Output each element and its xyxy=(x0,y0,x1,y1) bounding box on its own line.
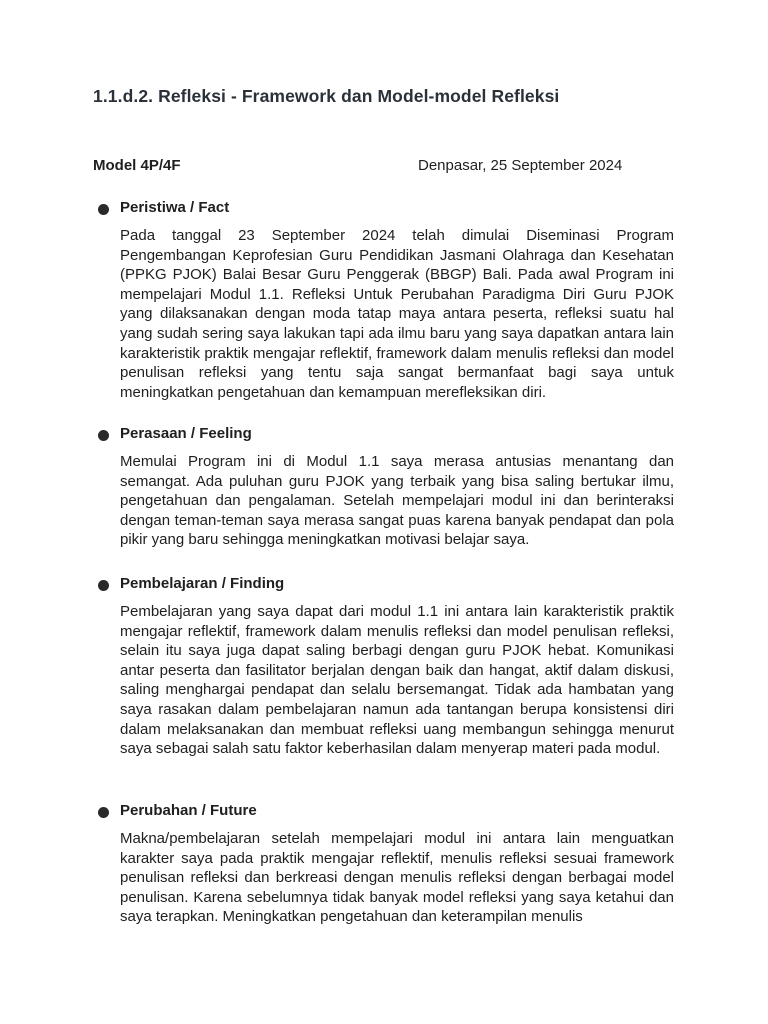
bullet-icon xyxy=(98,580,109,591)
section-heading xyxy=(93,802,675,822)
section-fact xyxy=(93,199,675,402)
section-body: Makna/pembelajaran setelah mempelajari modul ini antara lain menguatkan karakter saya pada praktik mengajar reflektif, menulis refleksi sesuai framework penulisan refleksi dan berkreasi dengan menulis refleksi dengan berbagai model penulisan. Karena sebelumnya tidak banyak model refleksi yang saya ketahui dan saya terapkan. Meningkatkan pengetahuan dan keterampilan menulis xyxy=(120,830,674,926)
section-future xyxy=(93,802,675,927)
model-label: Model 4P/4F xyxy=(93,157,181,174)
section-heading xyxy=(93,199,675,219)
section-heading xyxy=(93,425,675,445)
section-feeling xyxy=(93,425,675,550)
document-title: 1.1.d.2. Refleksi - Framework dan Model-model Refleksi xyxy=(93,86,560,106)
section-title: Pembelajaran / Finding xyxy=(120,575,285,592)
section-heading xyxy=(93,575,675,595)
bullet-icon xyxy=(98,204,109,215)
section-body: Pembelajaran yang saya dapat dari modul 1.1 ini antara lain karakteristik praktik mengajar reflektif, framework dalam menulis refleksi dan model penulisan refleksi, selain itu saya juga dapat saling berbagi dengan guru PJOK hebat. Komunikasi antar peserta dan fasilitator berjalan dengan baik dan hangat, aktif dalam diskusi, saling menghargai pendapat dan selalu bersemangat. Tidak ada hambatan yang saya rasakan dalam pembelajaran namun ada tantangan berupa konsistensi diri dalam melaksanakan dan membuat refleksi uang membangun sehingga menurut saya sebagai salah satu faktor keberhasilan dalam menyerap materi pada modul. xyxy=(120,603,674,758)
place-date: Denpasar, 25 September 2024 xyxy=(418,157,623,174)
section-title: Peristiwa / Fact xyxy=(120,199,230,216)
meta-row xyxy=(93,157,653,177)
section-body: Memulai Program ini di Modul 1.1 saya merasa antusias menantang dan semangat. Ada puluhan guru PJOK yang terbaik yang bisa saling bertukar ilmu, pengetahuan dan pengalaman. Setelah mempelajari modul ini dan berinteraksi dengan teman-teman saya merasa sangat puas karena banyak pendapat dan pola pikir yang baru sehingga meningkatkan motivasi belajar saya. xyxy=(120,453,674,549)
bullet-icon xyxy=(98,430,109,441)
bullet-icon xyxy=(98,807,109,818)
section-title: Perubahan / Future xyxy=(120,802,257,819)
section-finding xyxy=(93,575,675,759)
section-body: Pada tanggal 23 September 2024 telah dimulai Diseminasi Program Pengembangan Keprofesian Guru Pendidikan Jasmani Olahraga dan Kesehatan (PPKG PJOK) Balai Besar Guru Penggerak (BBGP) Bali. Pada awal Program ini mempelajari Modul 1.1. Refleksi Untuk Perubahan Paradigma Diri Guru PJOK yang dilaksanakan dengan moda tatap maya antara peserta, refleksi suatu hal yang sudah sering saya lakukan tapi ada ilmu baru yang saya dapatkan antara lain karakteristik praktik mengajar reflektif, framework dalam menulis refleksi dan model penulisan refleksi yang tentu saja sangat bermanfaat bagi saya untuk meningkatkan pengetahuan dan kemampuan merefleksikan diri. xyxy=(120,227,674,401)
section-title: Perasaan / Feeling xyxy=(120,425,252,442)
